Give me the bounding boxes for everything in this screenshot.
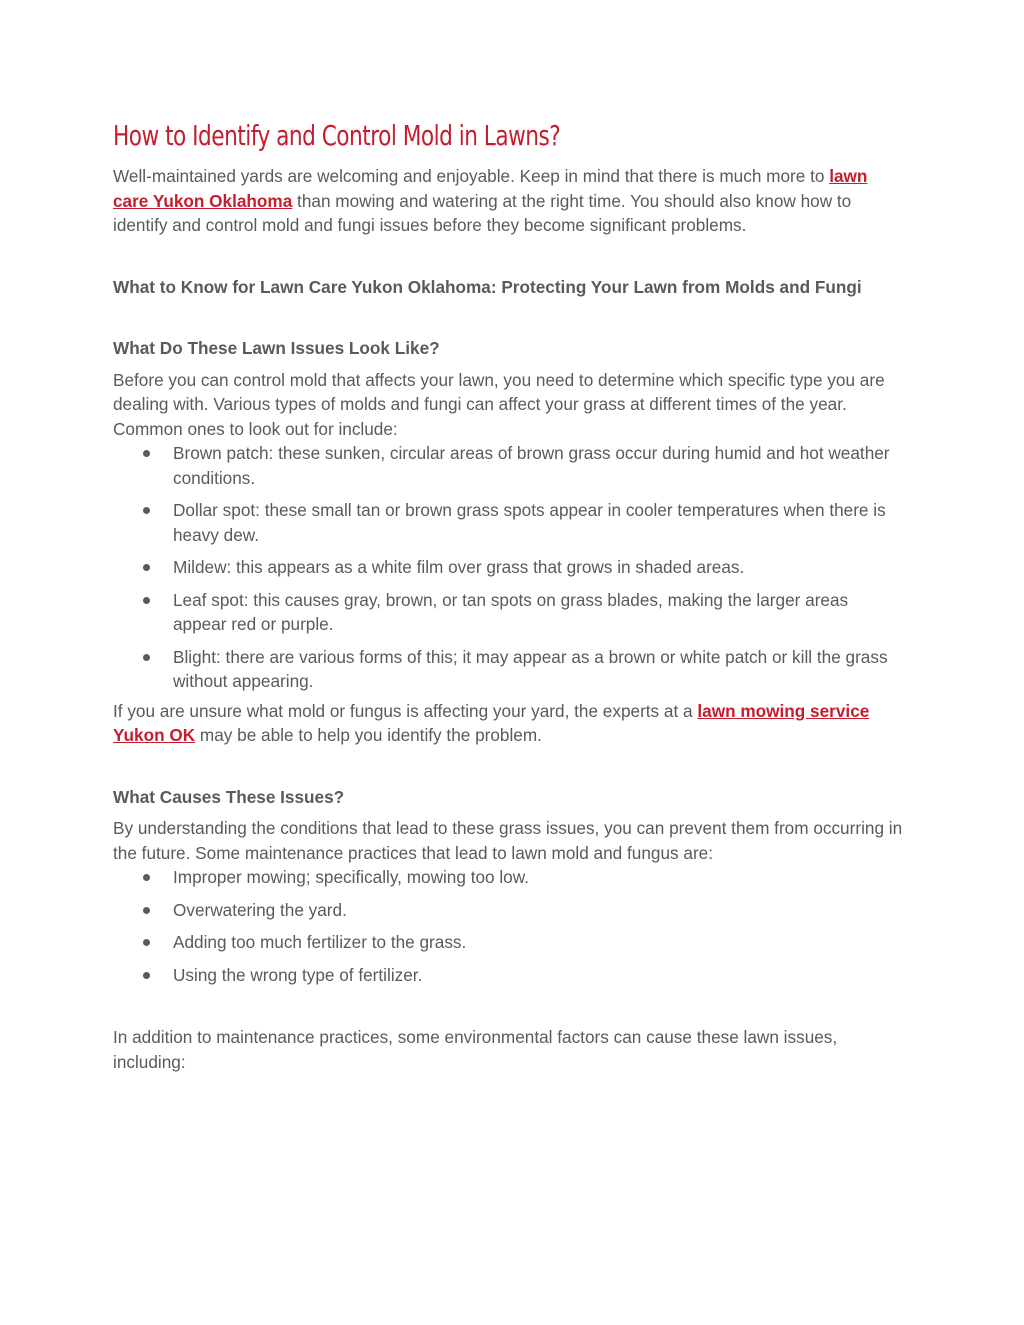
bullet-dot-icon	[143, 507, 150, 514]
list-item: Overwatering the yard.	[113, 898, 903, 923]
bullet-dot-icon	[143, 597, 150, 604]
list-item: Leaf spot: this causes gray, brown, or tan spots on grass blades, making the larger areas appear red or purple.	[113, 588, 903, 637]
issues-list	[113, 441, 903, 694]
closing-paragraph: In addition to maintenance practices, some environmental factors can cause these lawn issues, including:	[113, 1027, 838, 1072]
list-item: Blight: there are various forms of this; it may appear as a brown or white patch or kill the grass without appearing.	[113, 645, 903, 694]
causes-paragraph: By understanding the conditions that lead to these grass issues, you can prevent them from occurring in the future. Some maintenance practices that lead to lawn mold and fungus are:	[113, 818, 903, 863]
intro-paragraph	[113, 164, 903, 238]
list-item: Improper mowing; specifically, mowing too low.	[113, 865, 903, 890]
bullet-dot-icon	[143, 654, 150, 661]
bullet-dot-icon	[143, 939, 150, 946]
list-item: Brown patch: these sunken, circular areas of brown grass occur during humid and hot weather conditions.	[113, 441, 903, 490]
unsure-paragraph	[113, 699, 903, 748]
intro-text-before: Well-maintained yards are welcoming and enjoyable. Keep in mind that there is much more to	[113, 166, 830, 186]
lawn-care-link[interactable]: lawn care Yukon Oklahoma	[113, 166, 868, 211]
bullet-dot-icon	[143, 564, 150, 571]
look-paragraph: Before you can control mold that affects your lawn, you need to determine which specific type you are dealing with. Various types of molds and fungi can affect your grass at different times of the year. Common ones to look out for include:	[113, 369, 885, 439]
list-item: Using the wrong type of fertilizer.	[113, 963, 903, 988]
list-item: Mildew: this appears as a white film over grass that grows in shaded areas.	[113, 555, 903, 580]
bullet-dot-icon	[143, 972, 150, 979]
document-page	[113, 116, 903, 1074]
heading-what-look-like: What Do These Lawn Issues Look Like?	[113, 338, 440, 358]
heading-what-to-know: What to Know for Lawn Care Yukon Oklahoma: Protecting Your Lawn from Molds and Fungi	[113, 276, 862, 297]
intro-text-after: than mowing and watering at the right time. You should also know how to identify and control mold and fungi issues before they become significant problems.	[113, 190, 852, 235]
list-item: Adding too much fertilizer to the grass.	[113, 930, 903, 955]
lawn-mowing-service-link[interactable]: lawn mowing service Yukon OK	[113, 700, 870, 745]
bullet-dot-icon	[143, 907, 150, 914]
bullet-dot-icon	[143, 450, 150, 457]
unsure-text-after: may be able to help you identify the problem.	[195, 725, 542, 745]
unsure-text-before: If you are unsure what mold or fungus is affecting your yard, the experts at a	[113, 700, 698, 721]
page-title: How to Identify and Control Mold in Lawns?	[113, 119, 561, 152]
causes-list	[113, 865, 903, 987]
bullet-dot-icon	[143, 874, 150, 881]
heading-what-causes: What Causes These Issues?	[113, 786, 345, 807]
list-item: Dollar spot: these small tan or brown grass spots appear in cooler temperatures when there is heavy dew.	[113, 498, 903, 547]
